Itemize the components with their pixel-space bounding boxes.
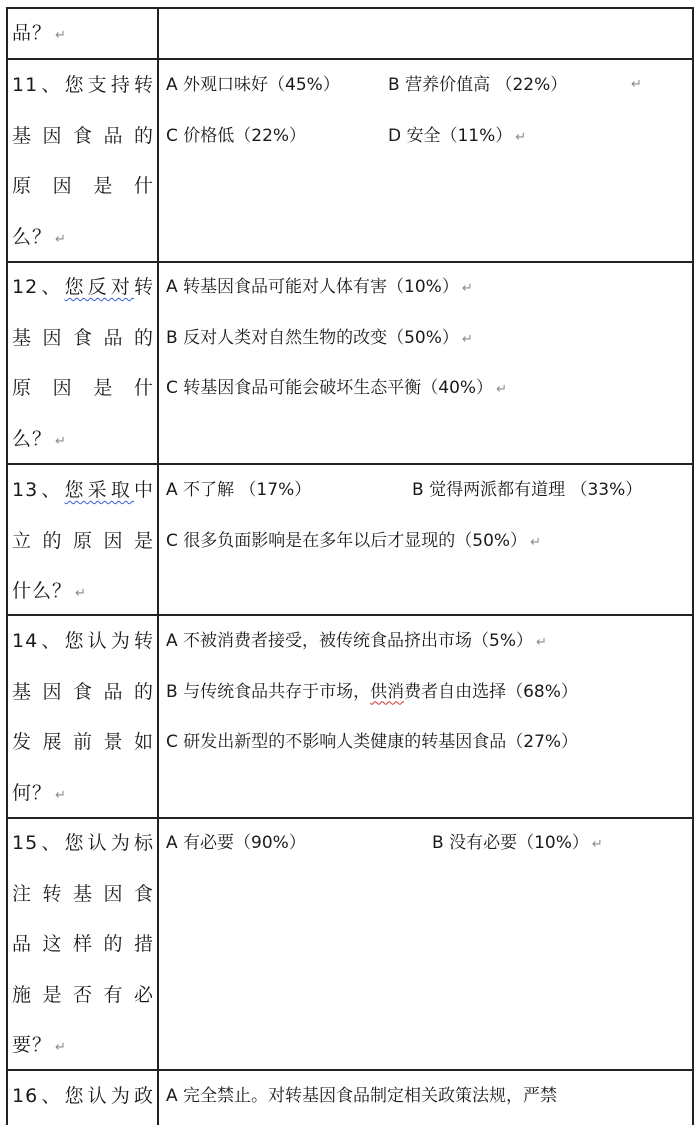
spellcheck-underline: 供消 bbox=[370, 681, 405, 702]
question-line: 原因是什 bbox=[12, 175, 154, 197]
option-a: A 有必要（90%） bbox=[166, 833, 306, 853]
paragraph-mark-icon: ↵ bbox=[496, 382, 507, 397]
question-line: 么？ ↵ bbox=[12, 225, 67, 248]
answer-cell-13 bbox=[166, 465, 686, 566]
question-line: 12、您反对转 bbox=[12, 276, 154, 298]
option-c: C 很多负面影响是在多年以后才显现的（50%） bbox=[166, 530, 528, 551]
option-a: A 完全禁止。对转基因食品制定相关政策法规，严禁 bbox=[166, 1086, 558, 1106]
answer-line bbox=[166, 111, 686, 162]
table-border-left bbox=[6, 7, 8, 1125]
table-border-right bbox=[692, 7, 694, 1125]
answer-line: B 与传统食品共存于市场，供消费者自由选择（68%） bbox=[166, 681, 578, 702]
option-a: A 不了解 （17%） bbox=[166, 480, 312, 500]
option-a: A 外观口味好（45%） bbox=[166, 75, 340, 95]
paragraph-mark-icon: ↵ bbox=[55, 231, 67, 247]
question-cell bbox=[12, 8, 154, 59]
paragraph-mark-icon: ↵ bbox=[536, 635, 547, 650]
question-line: 15、您认为标 bbox=[12, 832, 154, 854]
answer-cell-14 bbox=[166, 616, 686, 768]
spellcheck-underline: 您采取 bbox=[64, 479, 134, 501]
option-c: C 研发出新型的不影响人类健康的转基因食品（27%） bbox=[166, 732, 579, 752]
question-line: 基因食品的 bbox=[12, 326, 154, 349]
question-line: 注转基因食 bbox=[12, 882, 154, 905]
paragraph-mark-icon: ↵ bbox=[631, 77, 642, 92]
question-cell-13 bbox=[12, 465, 154, 617]
answer-line bbox=[166, 516, 686, 567]
question-line: 立的原因是 bbox=[12, 529, 154, 552]
question-cell-12 bbox=[12, 262, 154, 464]
option-a: A 不被消费者接受，被传统食品挤出市场（5%） bbox=[166, 631, 534, 651]
question-line: 何？ ↵ bbox=[12, 781, 67, 804]
paragraph-mark-icon: ↵ bbox=[530, 534, 541, 550]
question-line: 品这样的措 bbox=[12, 933, 154, 955]
answer-line bbox=[166, 465, 686, 516]
question-cell-15 bbox=[12, 818, 154, 1071]
question-line: 品？ ↵ bbox=[12, 22, 67, 44]
paragraph-mark-icon: ↵ bbox=[461, 281, 473, 296]
paragraph-mark-icon: ↵ bbox=[461, 331, 473, 347]
question-line: 13、您采取中 bbox=[12, 479, 154, 501]
spellcheck-underline: 您反对 bbox=[64, 276, 134, 298]
question-line: 施是否有必 bbox=[12, 983, 154, 1006]
paragraph-mark-icon: ↵ bbox=[55, 28, 67, 43]
answer-line bbox=[166, 363, 686, 414]
question-cell-11 bbox=[12, 60, 154, 262]
question-line: 16、您认为政 bbox=[12, 1085, 154, 1107]
answer-line bbox=[166, 313, 686, 364]
paragraph-mark-icon: ↵ bbox=[515, 129, 527, 145]
option-c: C 转基因食品可能会破坏生态平衡（40%） bbox=[166, 378, 494, 398]
option-b: B 觉得两派都有道理 （33%） bbox=[412, 480, 643, 500]
question-line: 发展前景如 bbox=[12, 731, 154, 753]
answer-cell-16 bbox=[166, 1071, 686, 1122]
question-line: 14、您认为转 bbox=[12, 630, 154, 652]
answer-line bbox=[166, 717, 686, 768]
paragraph-mark-icon: ↵ bbox=[75, 586, 87, 601]
question-line: 原因是什 bbox=[12, 377, 154, 399]
option-b: B 没有必要（10%） ↵ bbox=[432, 833, 603, 853]
paragraph-mark-icon: ↵ bbox=[55, 433, 67, 449]
option-b: B 营养价值高 （22%） bbox=[388, 75, 568, 95]
question-line: 要？ ↵ bbox=[12, 1034, 67, 1056]
answer-line bbox=[166, 818, 686, 869]
question-line: 什么？ ↵ bbox=[12, 580, 87, 602]
question-cell-16 bbox=[12, 1071, 154, 1122]
answer-line bbox=[166, 60, 686, 111]
column-divider bbox=[157, 7, 159, 1125]
answer-cell-12 bbox=[166, 262, 686, 414]
question-cell-14 bbox=[12, 616, 154, 818]
option-c: C 价格低（22%） bbox=[166, 125, 307, 146]
answer-cell-15 bbox=[166, 818, 686, 869]
paragraph-mark-icon: ↵ bbox=[55, 1040, 67, 1055]
answer-line bbox=[166, 616, 686, 667]
question-line: 基因食品的 bbox=[12, 680, 154, 703]
option-b: B 反对人类对自然生物的改变（50%） bbox=[166, 327, 459, 348]
answer-cell-11 bbox=[166, 60, 686, 161]
question-line: 11、您支持转 bbox=[12, 74, 154, 96]
question-line: 么？ ↵ bbox=[12, 427, 67, 450]
option-a: A 转基因食品可能对人体有害（10%） bbox=[166, 277, 459, 297]
answer-line bbox=[166, 1071, 686, 1122]
question-line: 基因食品的 bbox=[12, 124, 154, 147]
paragraph-mark-icon: ↵ bbox=[55, 787, 67, 803]
paragraph-mark-icon: ↵ bbox=[591, 837, 603, 852]
answer-line bbox=[166, 262, 686, 313]
option-d: D 安全（11%） ↵ bbox=[388, 125, 527, 146]
